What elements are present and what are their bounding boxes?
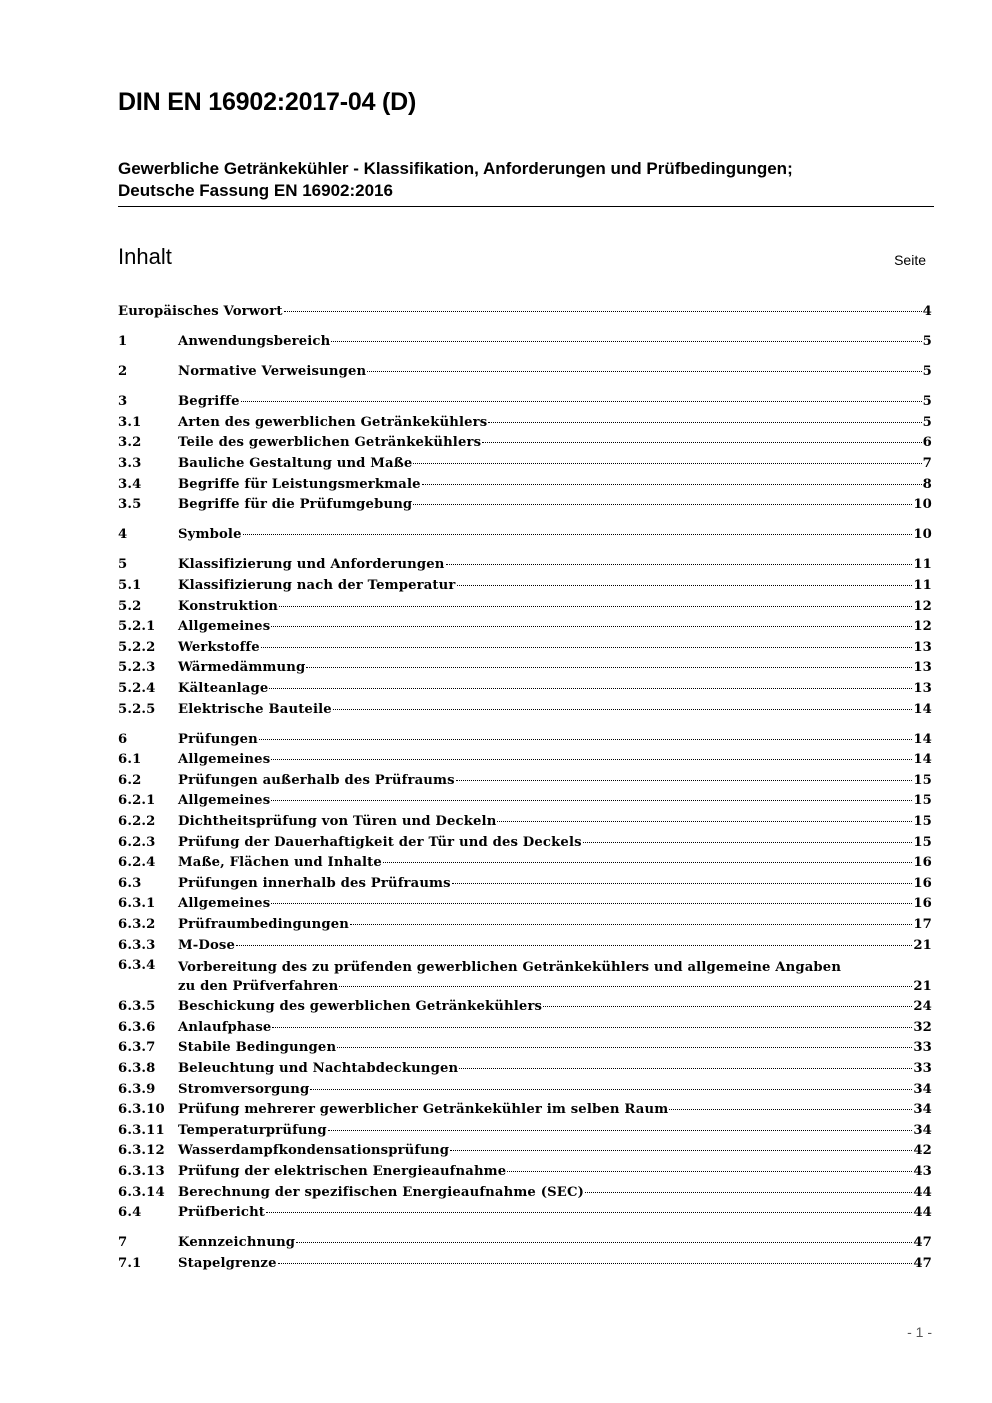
toc-entry-number: 3.3 bbox=[118, 456, 142, 472]
toc-entry-number: 6.3.2 bbox=[118, 917, 156, 933]
toc-entry-number: 6.3.3 bbox=[118, 937, 156, 953]
dot-leader bbox=[446, 564, 913, 565]
toc-entry-page: 5 bbox=[922, 394, 932, 410]
toc-entry[interactable] bbox=[118, 677, 932, 698]
toc-entry-title: Prüfungen bbox=[178, 731, 258, 747]
toc-entry-number: 5.2.2 bbox=[118, 639, 156, 655]
dot-leader bbox=[310, 1089, 912, 1090]
toc-entry-title: M-Dose bbox=[178, 937, 236, 953]
toc-entry[interactable] bbox=[118, 995, 932, 1016]
toc-entry-number: 6.3.9 bbox=[118, 1081, 156, 1097]
toc-entry-title: Begriffe für die Prüfumgebung bbox=[178, 497, 413, 513]
toc-entry-title: Stromversorgung bbox=[178, 1081, 310, 1097]
toc-entry-page: 47 bbox=[913, 1255, 932, 1271]
toc-entry[interactable] bbox=[118, 452, 932, 473]
toc-entry-number: 6.3.12 bbox=[118, 1143, 165, 1159]
toc-entry-title: Arten des gewerblichen Getränkekühlers bbox=[178, 414, 488, 430]
toc-entry-number: 5.2.5 bbox=[118, 701, 156, 717]
toc-entry-title: Temperaturprüfung bbox=[178, 1122, 327, 1138]
toc-entry-title: Wasserdampfkondensationsprüfung bbox=[178, 1143, 450, 1159]
toc-entry[interactable] bbox=[118, 728, 932, 749]
dot-leader bbox=[422, 484, 922, 485]
toc-entry-number: 5.2.3 bbox=[118, 660, 156, 676]
toc-entry-number: 6 bbox=[118, 731, 128, 747]
dot-leader bbox=[261, 647, 913, 648]
toc-entry[interactable] bbox=[118, 954, 932, 995]
toc-entry[interactable] bbox=[118, 1201, 932, 1222]
toc-entry-title: Klassifizierung und Anforderungen bbox=[178, 557, 445, 573]
toc-entry-title: Begriffe bbox=[178, 394, 240, 410]
toc-entry-title: Teile des gewerblichen Getränkekühlers bbox=[178, 435, 482, 451]
toc-entry[interactable] bbox=[118, 431, 932, 452]
toc-entry-title: Wärmedämmung bbox=[178, 660, 306, 676]
toc-entry[interactable] bbox=[118, 748, 932, 769]
toc-entry-number: 6.4 bbox=[118, 1205, 142, 1221]
toc-entry-number: 7 bbox=[118, 1235, 128, 1251]
toc-entry-title: Stapelgrenze bbox=[178, 1255, 277, 1271]
toc-entry[interactable] bbox=[118, 934, 932, 955]
toc-entry-title: Allgemeines bbox=[178, 752, 271, 768]
toc-entry-page: 12 bbox=[913, 598, 932, 614]
toc-entry[interactable] bbox=[118, 360, 932, 381]
toc-entry-title: Konstruktion bbox=[178, 598, 279, 614]
toc-page-column-label: Seite bbox=[894, 252, 926, 268]
toc-entry-page: 5 bbox=[922, 364, 932, 380]
toc-entry[interactable] bbox=[118, 411, 932, 432]
toc-entry-title: Anlaufphase bbox=[178, 1019, 272, 1035]
toc-entry-title: Prüfung der elektrischen Energieaufnahme bbox=[178, 1163, 507, 1179]
toc-entry-number: 6.3.10 bbox=[118, 1102, 165, 1118]
toc-entry-title-continued: zu den Prüfverfahren bbox=[178, 978, 339, 994]
dot-leader bbox=[507, 1171, 912, 1172]
toc-entry-title: Werkstoffe bbox=[178, 639, 260, 655]
toc-entry-page: 16 bbox=[913, 875, 932, 891]
toc-entry-title: Kennzeichnung bbox=[178, 1235, 296, 1251]
toc-entry-number: 6.2 bbox=[118, 772, 142, 788]
dot-leader bbox=[243, 534, 913, 535]
toc-entry[interactable] bbox=[118, 698, 932, 719]
dot-leader bbox=[669, 1109, 912, 1110]
toc-entry-page: 17 bbox=[913, 917, 932, 933]
toc-entry-number: 6.3.6 bbox=[118, 1019, 156, 1035]
dot-leader bbox=[241, 401, 922, 402]
dot-leader bbox=[488, 422, 921, 423]
toc-entry-page: 33 bbox=[913, 1040, 932, 1056]
toc-entry-title: Maße, Flächen und Inhalte bbox=[178, 855, 382, 871]
dot-leader bbox=[259, 739, 912, 740]
toc-entry-page: 21 bbox=[913, 978, 932, 994]
toc-entry-number: 4 bbox=[118, 527, 128, 543]
document-title: DIN EN 16902:2017-04 (D) bbox=[118, 88, 417, 116]
toc-entry-number: 6.2.4 bbox=[118, 855, 156, 871]
toc-entry[interactable] bbox=[118, 1036, 932, 1057]
dot-leader bbox=[271, 759, 912, 760]
toc-entry[interactable] bbox=[118, 913, 932, 934]
toc-entry[interactable] bbox=[118, 831, 932, 852]
dot-leader bbox=[450, 1150, 912, 1151]
toc-entry-number: 5.2.4 bbox=[118, 681, 156, 696]
toc-entry-title: Prüfbericht bbox=[178, 1205, 266, 1221]
toc-entry-title: Vorbereitung des zu prüfenden gewerblichen Getränkekühlers und allgemeine Angaben bbox=[178, 960, 842, 976]
toc-entry-number: 6.3.14 bbox=[118, 1184, 165, 1200]
toc-entry-page: 32 bbox=[913, 1019, 932, 1035]
dot-leader bbox=[482, 442, 921, 443]
toc-entry-page: 11 bbox=[913, 578, 932, 594]
dot-leader bbox=[383, 862, 912, 863]
toc-entry-page: 15 bbox=[913, 834, 932, 850]
toc-entry-title: Begriffe für Leistungsmerkmale bbox=[178, 476, 421, 492]
toc-entry-number: 6.3.1 bbox=[118, 896, 156, 912]
toc-entry-title: Klassifizierung nach der Temperatur bbox=[178, 578, 456, 594]
toc-entry-title: Allgemeines bbox=[178, 619, 271, 635]
toc-entry[interactable] bbox=[118, 1181, 932, 1202]
toc-entry[interactable] bbox=[118, 493, 932, 514]
toc-entry-number: 5.1 bbox=[118, 578, 142, 594]
toc-entry-page: 4 bbox=[922, 304, 932, 319]
toc-entry-title: Beschickung des gewerblichen Getränkekühlers bbox=[178, 999, 543, 1015]
toc-entry[interactable] bbox=[118, 1139, 932, 1160]
toc-entry-page: 7 bbox=[922, 456, 932, 472]
toc-entry-title: Prüfungen innerhalb des Prüfraums bbox=[178, 875, 451, 891]
dot-leader bbox=[459, 1068, 912, 1069]
dot-leader bbox=[271, 626, 912, 627]
toc-entry-page: 6 bbox=[922, 435, 932, 451]
toc-entry[interactable] bbox=[118, 473, 932, 494]
toc-entry[interactable] bbox=[118, 1119, 932, 1140]
page-number: - 1 - bbox=[907, 1324, 932, 1340]
toc-entry-number: 3 bbox=[118, 394, 128, 410]
dot-leader bbox=[339, 986, 912, 987]
dot-leader bbox=[271, 903, 912, 904]
toc-entry-page: 12 bbox=[913, 619, 932, 635]
toc-entry-number: 3.2 bbox=[118, 435, 142, 451]
toc-entry-page: 21 bbox=[913, 937, 932, 953]
dot-leader bbox=[333, 709, 913, 710]
toc-entry-page: 43 bbox=[913, 1163, 932, 1179]
dot-leader bbox=[271, 800, 912, 801]
toc-entry[interactable] bbox=[118, 330, 932, 351]
toc-entry-page: 15 bbox=[913, 814, 932, 830]
toc-heading: Inhalt bbox=[118, 244, 172, 269]
toc-entry[interactable] bbox=[118, 851, 932, 872]
toc-entry-page: 13 bbox=[913, 639, 932, 655]
dot-leader bbox=[266, 1212, 912, 1213]
toc-entry-number: 5.2 bbox=[118, 598, 142, 614]
toc-entry-page: 13 bbox=[913, 660, 932, 676]
dot-leader bbox=[331, 341, 921, 342]
toc-entry-number: 1 bbox=[118, 334, 128, 350]
toc-entry-page: 15 bbox=[913, 772, 932, 788]
toc-entry-number: 3.4 bbox=[118, 476, 142, 492]
toc-entry-page: 44 bbox=[913, 1205, 932, 1221]
toc-entry-title: Allgemeines bbox=[178, 896, 271, 912]
toc-entry-title: Allgemeines bbox=[178, 793, 271, 809]
toc-entry-title: Symbole bbox=[178, 527, 242, 543]
toc-entry-title: Dichtheitsprüfung von Türen und Deckeln bbox=[178, 814, 497, 830]
dot-leader bbox=[452, 883, 913, 884]
dot-leader bbox=[585, 1192, 912, 1193]
toc-entry[interactable] bbox=[118, 810, 932, 831]
toc-entry[interactable] bbox=[118, 872, 932, 893]
toc-entry-page: 14 bbox=[913, 731, 932, 747]
toc-entry-page: 10 bbox=[913, 527, 932, 543]
toc-entry-page: 8 bbox=[922, 476, 932, 492]
toc-entry-number: 6.2.1 bbox=[118, 793, 156, 809]
toc-entry-page: 24 bbox=[913, 999, 932, 1015]
title-divider bbox=[118, 206, 934, 207]
toc-entry-page: 47 bbox=[913, 1235, 932, 1251]
toc-entry-title: Kälteanlage bbox=[178, 681, 269, 696]
toc-entry-number: 6.3.8 bbox=[118, 1061, 156, 1076]
dot-leader bbox=[279, 606, 912, 607]
subtitle-line-2: Deutsche Fassung EN 16902:2016 bbox=[118, 181, 393, 200]
toc-entry-page: 34 bbox=[913, 1102, 932, 1118]
toc-entry-number: 2 bbox=[118, 364, 128, 380]
toc-entry[interactable] bbox=[118, 769, 932, 790]
toc-entry-number: 6.3.11 bbox=[118, 1122, 165, 1138]
toc-entry-page: 42 bbox=[913, 1143, 932, 1159]
toc-entry[interactable] bbox=[118, 390, 932, 411]
dot-leader bbox=[236, 945, 912, 946]
dot-leader bbox=[457, 585, 913, 586]
toc-entry-title: Beleuchtung und Nachtabdeckungen bbox=[178, 1061, 459, 1076]
dot-leader bbox=[296, 1242, 912, 1243]
dot-leader bbox=[337, 1047, 912, 1048]
toc-entry-page: 10 bbox=[913, 497, 932, 513]
dot-leader bbox=[306, 667, 912, 668]
toc-entry[interactable] bbox=[118, 1057, 932, 1078]
toc-entry-page: 15 bbox=[913, 793, 932, 809]
toc-entry-page: 11 bbox=[913, 557, 932, 573]
toc-entry[interactable] bbox=[118, 1160, 932, 1181]
dot-leader bbox=[497, 821, 912, 822]
toc-entry[interactable] bbox=[118, 553, 932, 574]
toc-entry-title: Berechnung der spezifischen Energieaufnahme (SEC) bbox=[178, 1184, 585, 1200]
toc-entry-title: Stabile Bedingungen bbox=[178, 1040, 337, 1056]
toc-entry[interactable] bbox=[118, 892, 932, 913]
toc-entry-number: 5.2.1 bbox=[118, 619, 156, 635]
toc-entry-page: 34 bbox=[913, 1122, 932, 1138]
dot-leader bbox=[269, 688, 912, 689]
toc-entry-number: 6.3.13 bbox=[118, 1163, 165, 1179]
toc-entry-number: 6.3.7 bbox=[118, 1040, 156, 1056]
toc-entry-page: 16 bbox=[913, 896, 932, 912]
dot-leader bbox=[328, 1130, 913, 1131]
dot-leader bbox=[413, 504, 912, 505]
dot-leader bbox=[367, 371, 921, 372]
toc-entry-number: 6.3 bbox=[118, 875, 142, 891]
toc-entry[interactable] bbox=[118, 1016, 932, 1037]
toc-entry-title: Prüfungen außerhalb des Prüfraums bbox=[178, 772, 455, 788]
toc-entry[interactable] bbox=[118, 300, 932, 321]
toc-entry-number: 6.3.5 bbox=[118, 999, 156, 1015]
toc-entry-page: 33 bbox=[913, 1061, 932, 1076]
toc-entry[interactable] bbox=[118, 1078, 932, 1099]
toc-entry[interactable] bbox=[118, 656, 932, 677]
toc-entry[interactable] bbox=[118, 595, 932, 616]
dot-leader bbox=[413, 463, 921, 464]
toc-entry-number: 6.1 bbox=[118, 752, 142, 768]
toc-entry-title: Europäisches Vorwort bbox=[118, 304, 283, 319]
toc-entry-number: 6.2.2 bbox=[118, 814, 156, 830]
toc-entry-title: Normative Verweisungen bbox=[178, 364, 367, 380]
toc-entry-page: 16 bbox=[913, 855, 932, 871]
toc-entry-number: 7.1 bbox=[118, 1255, 142, 1271]
dot-leader bbox=[284, 311, 922, 312]
toc-entry-page: 5 bbox=[922, 414, 932, 430]
toc-entry[interactable] bbox=[118, 636, 932, 657]
toc-entry-title: Elektrische Bauteile bbox=[178, 701, 332, 717]
toc-entry-title: Prüfraumbedingungen bbox=[178, 917, 350, 933]
toc-entry-title: Prüfung der Dauerhaftigkeit der Tür und des Deckels bbox=[178, 834, 582, 850]
toc-entry-title: Prüfung mehrerer gewerblicher Getränkekühler im selben Raum bbox=[178, 1102, 669, 1118]
dot-leader bbox=[350, 924, 912, 925]
toc-entry-page: 34 bbox=[913, 1081, 932, 1097]
toc-entry-number: 3.5 bbox=[118, 497, 142, 513]
toc-entry-number: 5 bbox=[118, 557, 128, 573]
toc-entry[interactable] bbox=[118, 523, 932, 544]
dot-leader bbox=[456, 780, 913, 781]
toc-entry-page: 44 bbox=[913, 1184, 932, 1200]
toc-entry-page: 5 bbox=[922, 334, 932, 350]
subtitle-line-1: Gewerbliche Getränkekühler - Klassifikation, Anforderungen und Prüfbedingungen; bbox=[118, 159, 793, 178]
toc-entry-number: 3.1 bbox=[118, 414, 142, 430]
dot-leader bbox=[583, 842, 913, 843]
toc-entry-title: Bauliche Gestaltung und Maße bbox=[178, 456, 413, 472]
toc-entry[interactable] bbox=[118, 615, 932, 636]
dot-leader bbox=[272, 1027, 912, 1028]
toc-entry-page: 14 bbox=[913, 701, 932, 717]
dot-leader bbox=[543, 1006, 912, 1007]
toc-entry-number: 6.3.4 bbox=[118, 958, 156, 974]
toc-entry-title: Anwendungsbereich bbox=[178, 334, 331, 350]
dot-leader bbox=[278, 1263, 913, 1264]
toc-entry[interactable] bbox=[118, 1098, 932, 1119]
toc-entry[interactable] bbox=[118, 1231, 932, 1252]
toc-entry[interactable] bbox=[118, 1252, 932, 1273]
toc-entry[interactable] bbox=[118, 574, 932, 595]
document-subtitle bbox=[118, 158, 934, 202]
toc-entry-number: 6.2.3 bbox=[118, 834, 156, 850]
table-of-contents bbox=[118, 300, 932, 1272]
toc-entry-page: 13 bbox=[913, 681, 932, 696]
toc-entry[interactable] bbox=[118, 789, 932, 810]
toc-entry-page: 14 bbox=[913, 752, 932, 768]
